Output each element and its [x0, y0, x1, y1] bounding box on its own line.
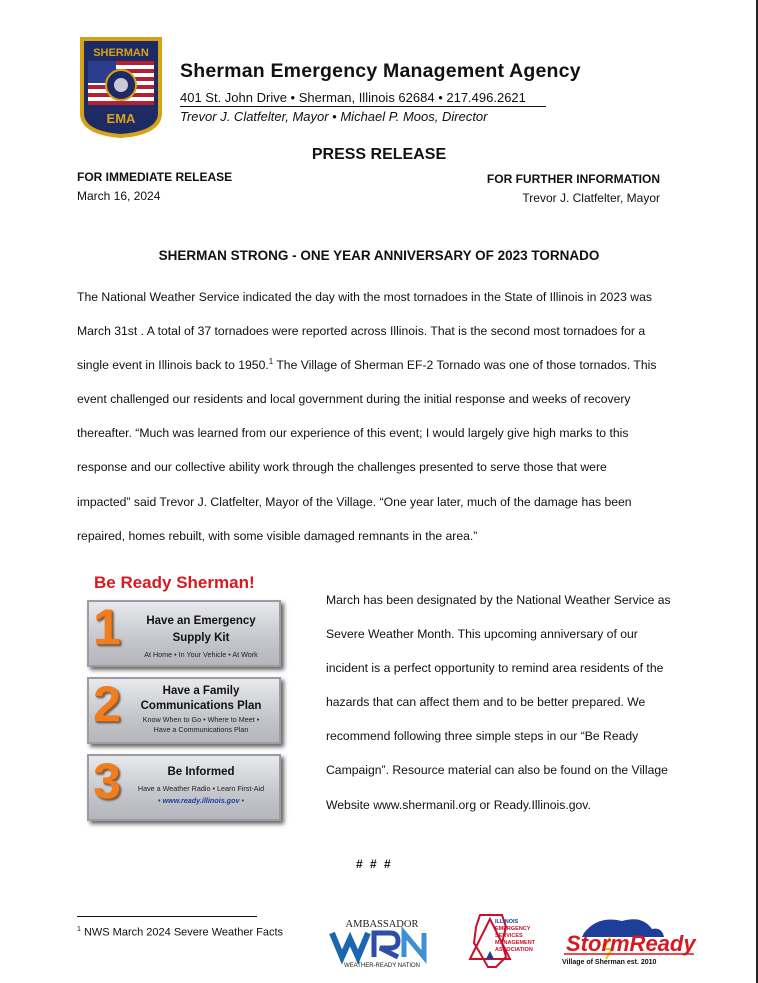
agency-officials: Trevor J. Clatfelter, Mayor • Michael P. Moos, Director	[180, 109, 488, 124]
svg-text:AMBASSADOR: AMBASSADOR	[345, 919, 419, 930]
svg-text:WEATHER-READY NATION: WEATHER-READY NATION	[343, 963, 421, 969]
step-2-heading-line1: Have a Family	[162, 685, 240, 697]
contact-name: Trevor J. Clatfelter, Mayor	[522, 191, 660, 205]
step-3-website-link[interactable]: • www.ready.illinois.gov •	[158, 796, 244, 805]
step-3-subtext: Have a Weather Radio • Learn First-Aid	[137, 784, 265, 793]
step-2-heading-line2: Communications Plan	[140, 700, 262, 712]
footnote-text: NWS March 2024 Severe Weather Facts	[80, 926, 284, 939]
svg-text:MANAGEMENT: MANAGEMENT	[495, 940, 536, 946]
release-date: March 16, 2024	[77, 189, 161, 203]
svg-text:Village of Sherman est. 2010: Village of Sherman est. 2010	[562, 959, 657, 966]
immediate-release-label: FOR IMMEDIATE RELEASE	[77, 170, 233, 184]
step-number-2: 2	[93, 676, 121, 732]
svg-text:StormReady: StormReady	[566, 931, 696, 956]
step-2-subtext-line1: Know When to Go • Where to Meet •	[142, 715, 260, 724]
body-part-2: The Village of Sherman EF-2 Tornado was one of those tornados. This event challenged our residents and local government during the initial response and weeks of recovery thereafter. “Much was learned from our experience of this event; I would largely give high marks to this response and our collective ability work through the challenges presented to serve those that were impacted” said Trevor J. Clatfelter, Mayor of the Village. “One year later, much of the damage has been repaired, homes rebuilt, with some visible damaged remnants in the area.”	[77, 358, 657, 543]
footnote	[77, 926, 283, 939]
severe-weather-month-text: March has been designated by the National Weather Service as Severe Weather Month. This upcoming anniversary of our incident is a perfect opportunity to remind area residents of the hazards that can affect them and to be better prepared. We recommend following three simple steps in our “Be Ready Campaign”. Resource material can also be found on the Village Website www.shermanil.org or Ready.Illinois.gov.	[326, 593, 671, 812]
end-mark: # # #	[356, 857, 393, 871]
release-info-right	[487, 172, 660, 205]
storm-ready-logo	[558, 913, 700, 967]
sherman-ema-badge-logo	[78, 35, 164, 138]
article-headline: SHERMAN STRONG - ONE YEAR ANNIVERSARY OF 2023 TORNADO	[158, 248, 600, 263]
body-part-1: The National Weather Service indicated the day with the most tornadoes in the State of Illinois in 2023 was March 31st . A total of 37 tornadoes were reported across Illinois. That is the second most tornadoes for a single event in Illinois back to 1950.	[77, 290, 652, 373]
step-1-subtext: At Home • In Your Vehicle • At Work	[144, 650, 258, 659]
step-card-1	[87, 600, 281, 667]
step-3-heading: Be Informed	[167, 766, 235, 778]
svg-text:EMA: EMA	[106, 111, 136, 126]
press-release-heading: PRESS RELEASE	[311, 146, 447, 163]
svg-text:SERVICES: SERVICES	[495, 933, 523, 939]
svg-text:SHERMAN: SHERMAN	[93, 47, 149, 59]
step-2-subtext-line2: Have a Communications Plan	[153, 725, 249, 734]
footnote-reference: 1	[268, 357, 274, 367]
header-underline	[180, 106, 546, 107]
iemsa-logo	[466, 913, 546, 969]
step-1-heading-line1: Have an Emergency	[146, 615, 256, 627]
step-card-2	[87, 677, 281, 744]
step-card-3	[87, 754, 281, 821]
be-ready-title: Be Ready Sherman!	[94, 573, 255, 592]
weather-ready-nation-ambassador-logo	[328, 917, 436, 969]
svg-text:ASSOCIATION: ASSOCIATION	[495, 947, 533, 953]
svg-text:ILLINOIS: ILLINOIS	[495, 919, 519, 925]
step-number-3: 3	[93, 753, 121, 809]
footnote-divider	[77, 916, 257, 917]
article-body	[77, 280, 662, 553]
further-info-label: FOR FURTHER INFORMATION	[486, 172, 660, 186]
agency-address: 401 St. John Drive • Sherman, Illinois 62684 • 217.496.2621	[180, 90, 526, 105]
step-1-heading-line2: Supply Kit	[172, 632, 230, 644]
release-info-left	[77, 170, 232, 203]
footnote-number: 1	[77, 926, 81, 933]
svg-text:EMERGENCY: EMERGENCY	[495, 926, 531, 932]
agency-name: Sherman Emergency Management Agency	[180, 60, 581, 82]
step-number-1: 1	[93, 599, 121, 655]
